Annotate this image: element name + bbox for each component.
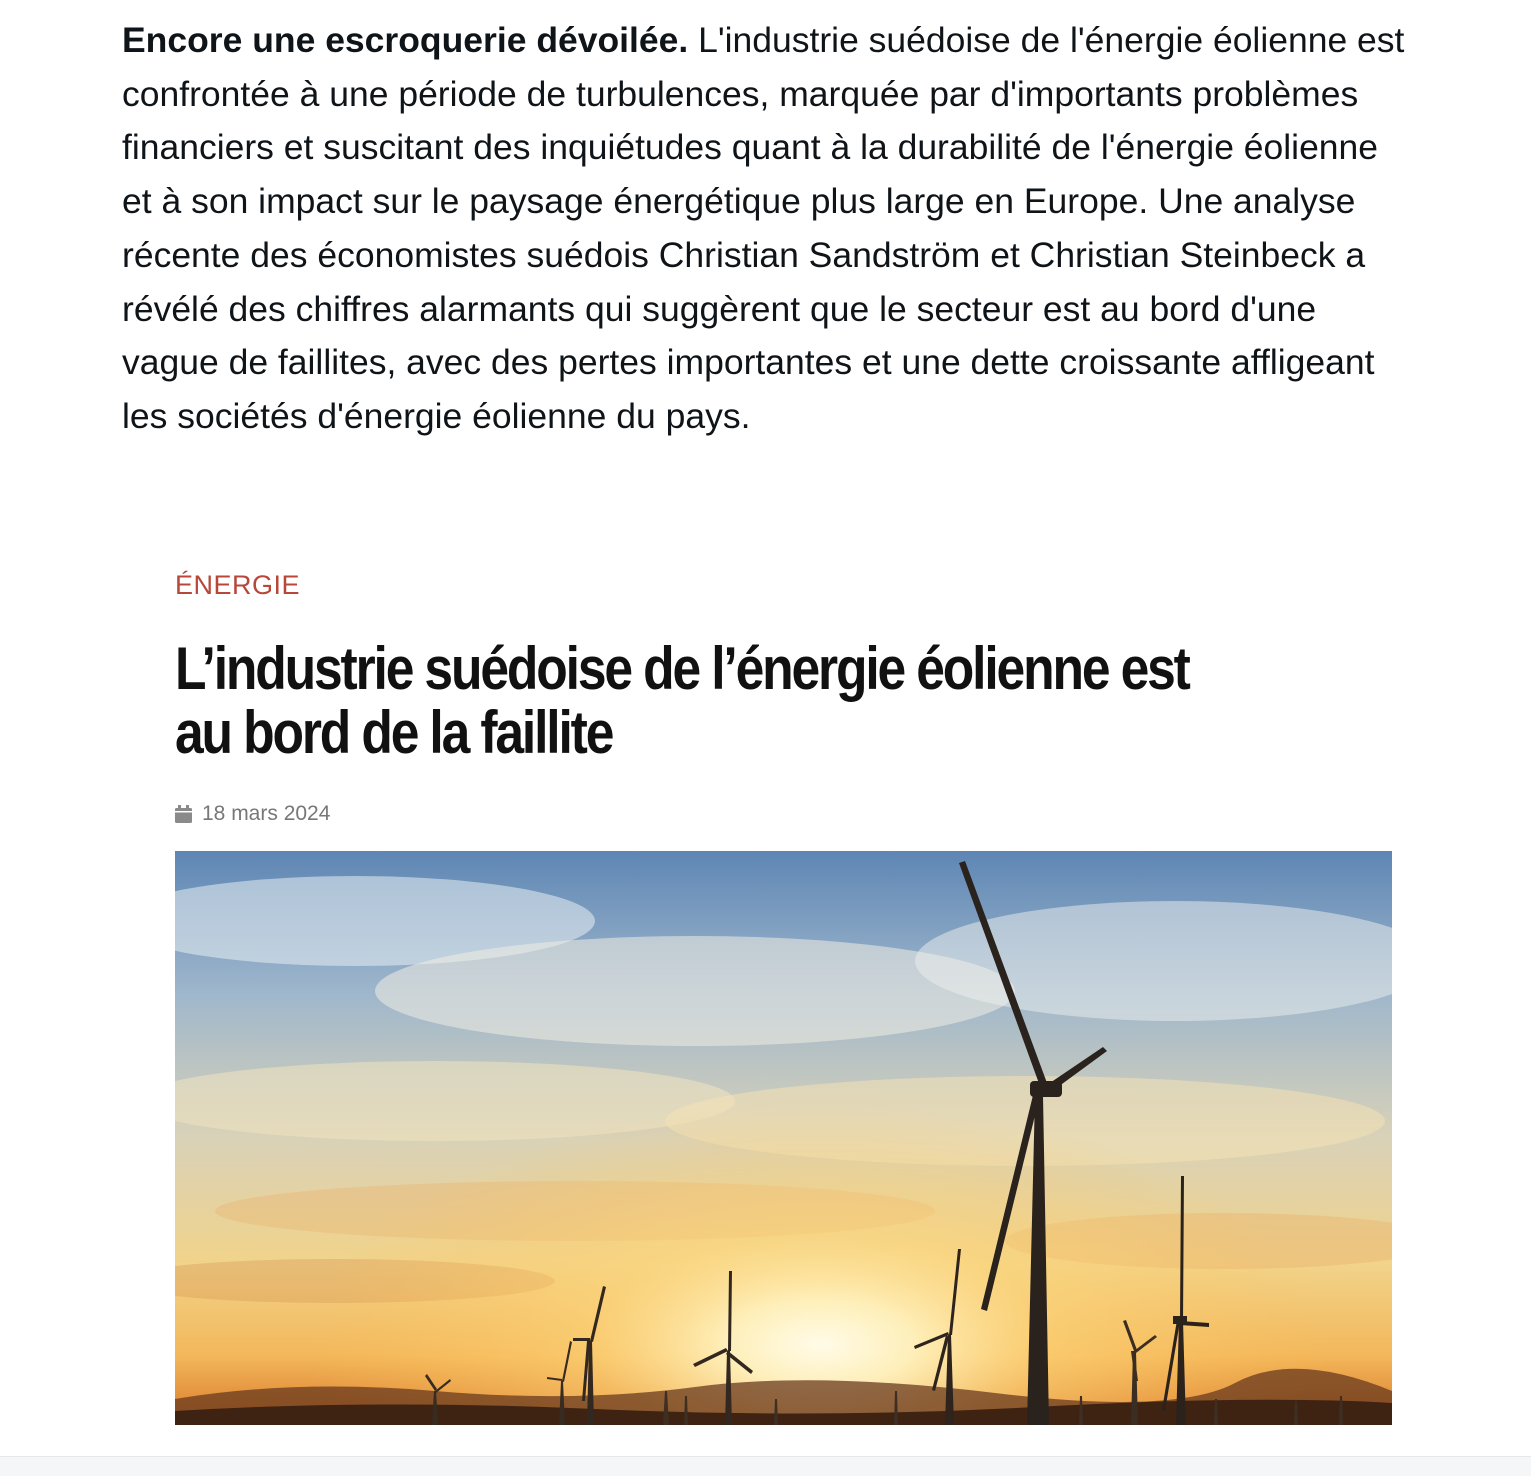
post-text [122,14,1412,444]
article-category[interactable]: ÉNERGIE [175,570,301,600]
post-lead-bold: Encore une escroquerie dévoilée. [122,20,689,60]
article-date-row [175,802,330,826]
wind-turbines-sunset-picture [175,851,1392,1425]
article-title[interactable]: L’industrie suédoise de l’énergie éolienne est au bord de la faillite [175,635,1189,766]
article-card[interactable] [0,540,1531,1475]
hero-image[interactable] [175,851,1392,1425]
article-date: 18 mars 2024 [202,802,331,825]
calendar-icon [175,805,192,823]
post-body: L'industrie suédoise de l'énergie éolienne est confrontée à une période de turbulences, marquée par d'importants problèmes financiers et suscitant des inquiétudes quant à la durabilité de l'énergie éolienne et à son impact sur le paysage énergétique plus large en Europe. Une analyse récente des économistes suédois Christian Sandström et Christian Steinbeck a révélé des chiffres alarmants qui suggèrent que le secteur est au bord d'une vague de faillites, avec des pertes importantes et une dette croissante affligeant les sociétés d'énergie éolienne du pays. [122,20,1405,436]
bottom-bar [0,1456,1531,1476]
